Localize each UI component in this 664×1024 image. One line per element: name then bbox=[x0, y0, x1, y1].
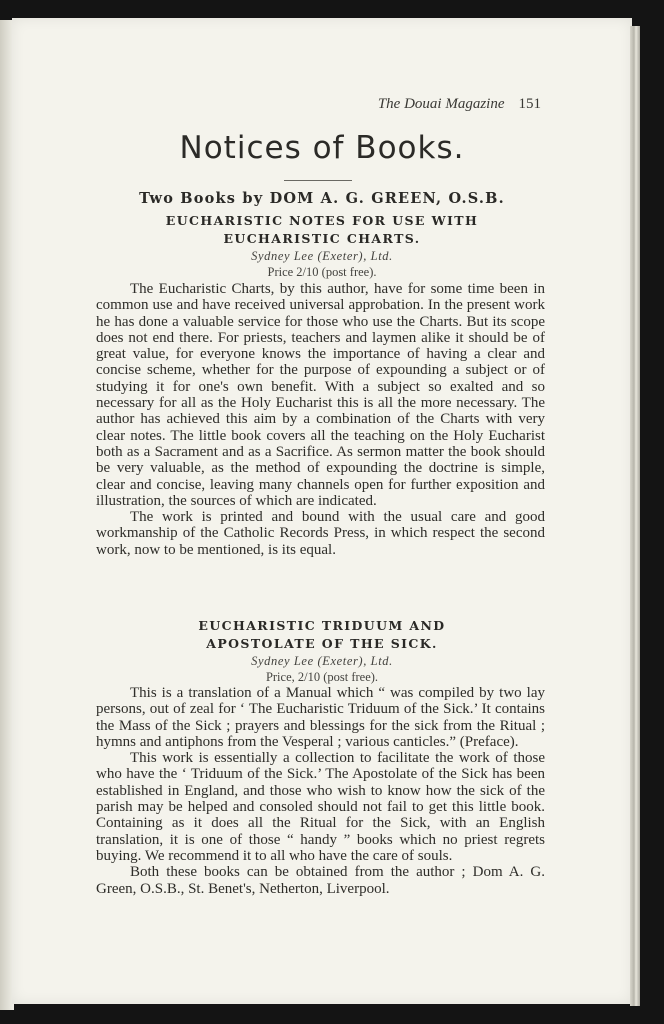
running-head bbox=[0, 96, 541, 113]
book1-paragraph-1: The Eucharistic Charts, by this author, have for some time been in common use and have received universal approbation. In the present work he has done a valuable service for those who use the Charts. But its scope does not end there. For priests, teachers and laymen alike it should be of great value, for everyone knows the importance of having a clear and concise scheme, whether for the purpose of expounding a subject or of studying it for one's own benefit. With a subject so exalted and so necessary for all as the Holy Eucharist this is all the more necessary. The author has achieved this aim by a combination of the Charts with very clear notes. The little book covers all the teaching on the Holy Eucharist both as a Sacrament and as a Sacrifice. As sermon matter the book should be very valuable, as the method of expounding the doctrine is simple, clear and concise, leaving many channels open for further exposition and illustration, the sources of which are indicated. bbox=[96, 281, 545, 509]
book2-review bbox=[96, 685, 545, 897]
book1-title-line2: EUCHARISTIC CHARTS. bbox=[223, 231, 421, 246]
book2-price: Price, 2/10 (post free). bbox=[265, 670, 379, 684]
book2-title-line2: APOSTOLATE OF THE SICK. bbox=[206, 636, 438, 651]
book1-publisher: Sydney Lee (Exeter), Ltd. bbox=[251, 249, 393, 263]
title-rule bbox=[284, 180, 352, 181]
book1-title-line1: EUCHARISTIC NOTES FOR USE WITH bbox=[165, 213, 479, 228]
page-title: Notices of Books. bbox=[179, 130, 465, 166]
book2-paragraph-1: This is a translation of a Manual which “ was compiled by two lay persons, out of zeal for ‘ The Eucharistic Triduum of the Sick.’ It contains the Mass of the Sick ; prayers and blessings for the sick from the Ritual ; hymns and antiphons from the Vesperal ; various canticles.” (Preface). bbox=[96, 685, 545, 750]
book1-price: Price 2/10 (post free). bbox=[267, 265, 377, 279]
book2-publisher: Sydney Lee (Exeter), Ltd. bbox=[251, 654, 393, 668]
page-number: 151 bbox=[518, 96, 541, 112]
book2-paragraph-2: This work is essentially a collection to facilitate the work of those who have the ‘ Triduum of the Sick.’ The Apostolate of the Sick has been established in England, and those who wish to know how the sick of the parish may be helped and consoled should not fail to get this little book. Containing as it does all the Ritual for the Sick, with an English translation, it is one of those “ handy ” books which no priest regrets buying. We recommend it to all who have the care of souls. bbox=[96, 750, 545, 864]
book1-paragraph-2: The work is printed and bound with the usual care and good workmanship of the Catholic Records Press, in which respect the second work, now to be mentioned, is its equal. bbox=[96, 509, 545, 558]
magazine-name: The Douai Magazine bbox=[377, 96, 505, 112]
section-subtitle: Two Books by DOM A. G. GREEN, O.S.B. bbox=[139, 190, 505, 207]
book2-paragraph-3: Both these books can be obtained from the author ; Dom A. G. Green, O.S.B., St. Benet's, Netherton, Liverpool. bbox=[96, 864, 545, 897]
book1-review bbox=[96, 281, 545, 558]
page-edge bbox=[630, 26, 640, 1006]
book2-title-line1: EUCHARISTIC TRIDUUM AND bbox=[198, 618, 446, 633]
